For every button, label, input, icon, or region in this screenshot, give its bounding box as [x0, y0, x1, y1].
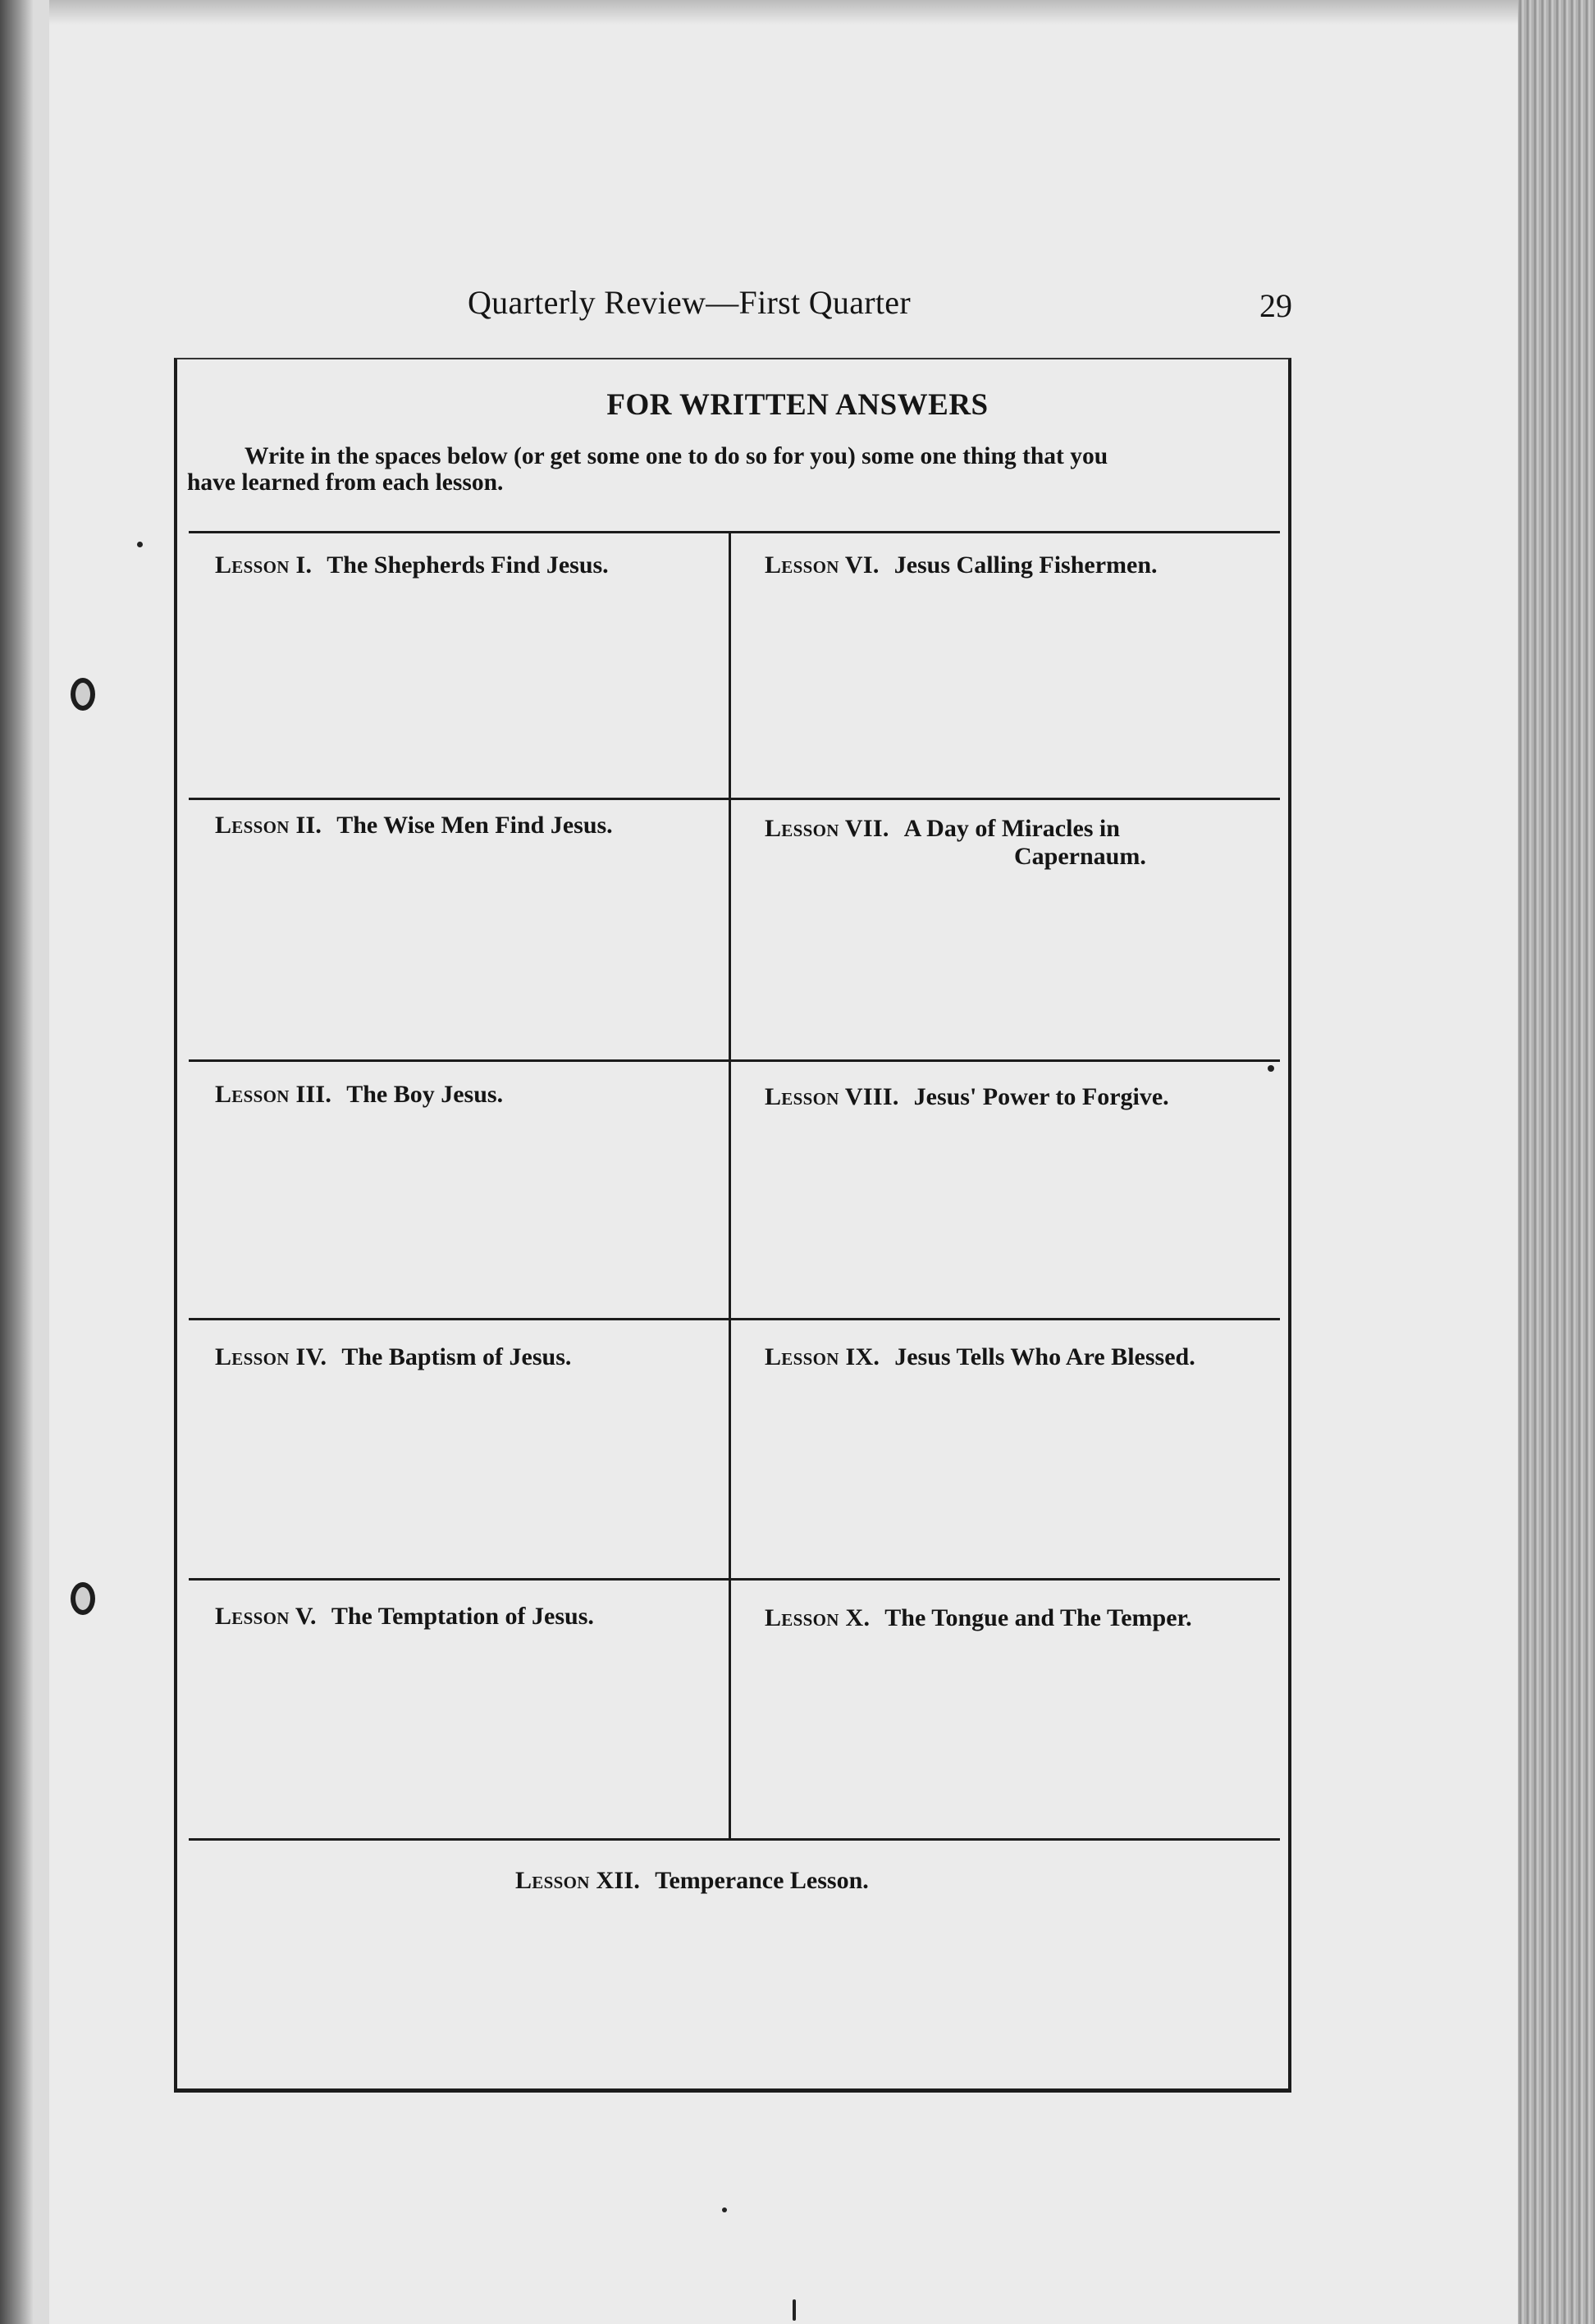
print-speck: [137, 542, 143, 547]
book-gutter-shadow: [0, 0, 33, 2324]
row-divider-5: [189, 1578, 1280, 1581]
lesson-number: Lesson VI.: [765, 551, 880, 579]
binding-hole-icon: [71, 1582, 95, 1615]
lesson-title-continued: Capernaum.: [1014, 843, 1146, 870]
lesson-title: Jesus' Power to Forgive.: [913, 1083, 1169, 1110]
answers-frame: [174, 358, 1291, 2093]
lesson-7: [765, 815, 1146, 871]
lesson-1: [215, 551, 609, 579]
lesson-12: [515, 1867, 869, 1895]
page-number: 29: [1259, 287, 1292, 324]
lesson-title: The Tongue and The Temper.: [884, 1604, 1192, 1631]
row-divider-6: [189, 1838, 1280, 1841]
instructions: [187, 443, 1283, 496]
lesson-number: Lesson XII.: [515, 1867, 641, 1894]
row-divider-1: [189, 531, 1280, 533]
lesson-number: Lesson III.: [215, 1081, 332, 1108]
lesson-title: A Day of Miracles in: [903, 815, 1120, 842]
lesson-title: The Shepherds Find Jesus.: [327, 551, 609, 579]
lesson-4: [215, 1343, 571, 1371]
instructions-line-2: have learned from each lesson.: [187, 469, 504, 496]
lesson-number: Lesson I.: [215, 551, 313, 579]
binding-hole-icon: [71, 678, 95, 711]
lesson-title: The Baptism of Jesus.: [341, 1343, 572, 1370]
column-divider: [729, 531, 731, 1841]
lesson-number: Lesson IX.: [765, 1343, 880, 1370]
lesson-8: [765, 1083, 1169, 1111]
lesson-number: Lesson VIII.: [765, 1083, 899, 1110]
lesson-number: Lesson X.: [765, 1604, 871, 1631]
lesson-10: [765, 1604, 1192, 1632]
print-speck: [793, 2299, 796, 2321]
lesson-title: The Wise Men Find Jesus.: [336, 812, 613, 839]
lesson-9: [765, 1343, 1195, 1371]
lesson-5: [215, 1603, 594, 1631]
lesson-number: Lesson VII.: [765, 815, 889, 842]
row-divider-2: [189, 798, 1280, 800]
section-title: FOR WRITTEN ANSWERS: [606, 388, 989, 422]
lesson-title: Jesus Tells Who Are Blessed.: [894, 1343, 1195, 1370]
lesson-title: Jesus Calling Fishermen.: [893, 551, 1158, 579]
lesson-title: The Boy Jesus.: [346, 1081, 504, 1108]
row-divider-4: [189, 1318, 1280, 1320]
lesson-2: [215, 812, 613, 839]
lesson-title: The Temptation of Jesus.: [331, 1603, 594, 1630]
running-head: Quarterly Review—First Quarter: [468, 284, 911, 321]
print-speck: [1268, 1065, 1274, 1072]
page-top-shadow: [49, 0, 1518, 25]
lesson-number: Lesson V.: [215, 1603, 317, 1630]
row-divider-3: [189, 1059, 1280, 1062]
lesson-number: Lesson II.: [215, 812, 322, 839]
lesson-6: [765, 551, 1158, 579]
lesson-number: Lesson IV.: [215, 1343, 327, 1370]
print-speck: [722, 2207, 727, 2212]
lesson-title: Temperance Lesson.: [655, 1867, 869, 1894]
lesson-3: [215, 1081, 503, 1109]
instructions-line-1: Write in the spaces below (or get some one to do so for you) some one thing that you: [245, 443, 1108, 469]
book-page-edges: [1518, 0, 1595, 2324]
